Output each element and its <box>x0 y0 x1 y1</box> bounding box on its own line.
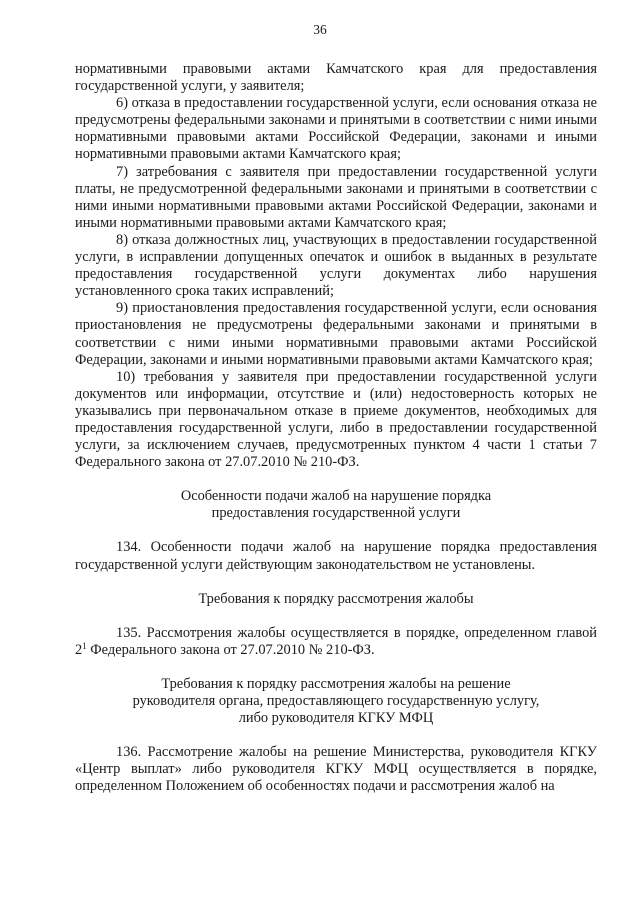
paragraph-135-text: 135. Рассмотрения жалобы осуществляется в порядке, определенном главой 2 <box>75 624 597 658</box>
paragraph-item-7: 7) затребования с заявителя при предоставлении государственной услуги платы, не предусмотренной федеральными законами и принятыми в соответствии с ними иными нормативными правовыми актами Российской Федерации, законами и иными нормативными правовыми актами Камчатского края; <box>75 163 597 231</box>
paragraph-136: 136. Рассмотрение жалобы на решение Министерства, руководителя КГКУ «Центр выплат» либо руководителя КГКУ МФЦ осуществляется в порядке, определенном Положением об особенностях подачи и рассмотрения жалоб на <box>75 744 597 795</box>
paragraph-item-8: 8) отказа должностных лиц, участвующих в предоставлении государственной услуги, в исправлении допущенных опечаток и ошибок в выданных в результате предоставления государственной услуги документах либо нарушения установленного срока таких исправлений; <box>75 231 597 300</box>
paragraph-134: 134. Особенности подачи жалоб на нарушение порядка предоставления государственной услуги действующим законодательством не установлены. <box>75 539 597 573</box>
paragraph-item-10: 10) требования у заявителя при предоставлении государственной услуги документов или информации, отсутствие и (или) недостоверность которых не указывались при первоначальном отказе в приеме документов, необходимых для предоставления государственной услуги, либо в предоставлении государственной услуги, за исключением случаев, предусмотренных пунктом 4 части 1 статьи 7 Федерального закона от 27.07.2010 № 210-ФЗ. <box>75 368 597 471</box>
heading-line: либо руководителя КГКУ МФЦ <box>238 710 434 727</box>
heading-line: предоставления государственной услуги <box>211 505 461 522</box>
paragraph-135 <box>75 625 597 659</box>
superscript: 1 <box>82 640 87 651</box>
paragraph-item-6: 6) отказа в предоставлении государственной услуги, если основания отказа не предусмотрены федеральными законами и принятыми в соответствии с ними иными нормативными правовыми актами Российской Федерации, законами и иными нормативными правовыми актами Камчатского края; <box>75 95 597 163</box>
heading-line: руководителя органа, предоставляющего государственную услугу, <box>132 693 540 709</box>
section-heading-decision-review <box>75 676 597 727</box>
paragraph-continuation: нормативными правовыми актами Камчатского края для предоставления государственной услуги, у заявителя; <box>75 61 597 95</box>
document-body <box>75 61 597 795</box>
section-heading-complaint-features <box>75 488 597 522</box>
paragraph-item-9: 9) приостановления предоставления государственной услуги, если основания приостановления не предусмотрены федеральными законами и принятыми в соответствии с ними иными нормативными правовыми актами Российской Федерации, законами и иными нормативными правовыми актами Камчатского края; <box>75 300 597 368</box>
heading-line: Требования к порядку рассмотрения жалобы на решение <box>161 675 511 692</box>
paragraph-135-text-end: Федерального закона от 27.07.2010 № 210-ФЗ. <box>86 641 375 658</box>
heading-line: Требования к порядку рассмотрения жалобы <box>198 590 474 607</box>
page-number: 36 <box>313 22 327 37</box>
section-heading-review-requirements <box>75 591 597 608</box>
heading-line: Особенности подачи жалоб на нарушение порядка <box>180 488 492 505</box>
